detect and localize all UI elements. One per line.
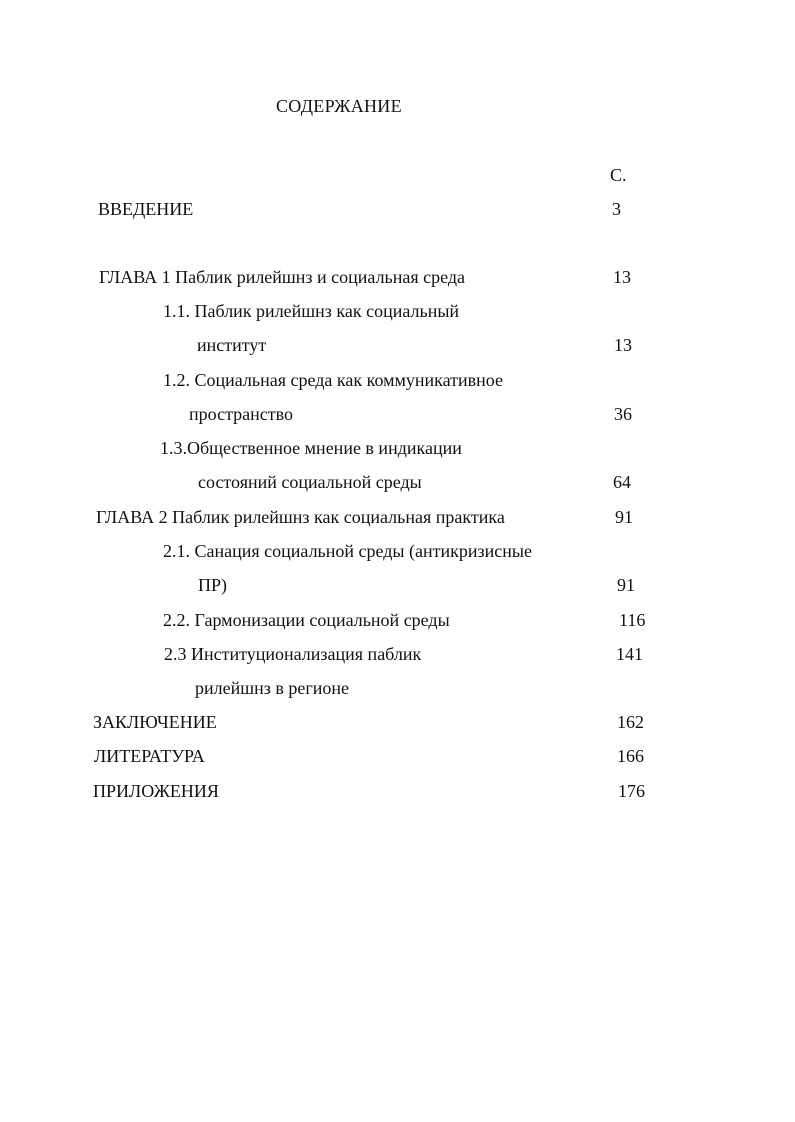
toc-entry-appendices: ПРИЛОЖЕНИЯ xyxy=(93,781,219,801)
toc-entry-section-1-2: 1.2. Социальная среда как коммуникативное xyxy=(163,370,503,390)
toc-page-number: 162 xyxy=(617,712,644,732)
toc-entry-section-1-3: 1.3.Общественное мнение в индикации xyxy=(160,438,462,458)
page-column-label: С. xyxy=(610,165,627,185)
toc-page-number: 91 xyxy=(617,575,635,595)
toc-entry-conclusion: ЗАКЛЮЧЕНИЕ xyxy=(93,712,217,732)
toc-page-number: 13 xyxy=(613,267,631,287)
toc-page-number: 141 xyxy=(616,644,643,664)
toc-entry-literature: ЛИТЕРАТУРА xyxy=(94,746,205,766)
toc-entry-section-2-1-cont: ПР) xyxy=(198,575,228,595)
toc-page-number: 36 xyxy=(614,404,632,424)
toc-entry-section-2-3-cont: рилейшнз в регионе xyxy=(195,678,349,698)
toc-page-number: 166 xyxy=(617,746,644,766)
toc-entry-chapter-1: ГЛАВА 1 Паблик рилейшнз и социальная среда xyxy=(99,267,466,287)
toc-page-number: 91 xyxy=(615,507,633,527)
toc-page-number: 13 xyxy=(614,335,632,355)
toc-entry-section-1-3-cont: состояний социальной среды xyxy=(198,472,422,492)
page-title: СОДЕРЖАНИЕ xyxy=(276,96,402,116)
toc-entry-section-1-1-cont: институт xyxy=(197,335,267,355)
toc-page-number: 176 xyxy=(618,781,645,801)
toc-page-number: 3 xyxy=(612,199,621,219)
toc-entry-section-2-1: 2.1. Санация социальной среды (антикризисные xyxy=(163,541,532,561)
toc-page-number: 116 xyxy=(619,610,646,630)
toc-entry-section-1-1: 1.1. Паблик рилейшнз как социальный xyxy=(163,301,460,321)
toc-page-number: 64 xyxy=(613,472,631,492)
toc-entry-chapter-2: ГЛАВА 2 Паблик рилейшнз как социальная практика xyxy=(96,507,505,527)
toc-entry-section-1-2-cont: пространство xyxy=(189,404,294,424)
toc-entry-section-2-2: 2.2. Гармонизации социальной среды xyxy=(163,610,450,630)
toc-entry-introduction: ВВЕДЕНИЕ xyxy=(98,199,194,219)
toc-entry-section-2-3: 2.3 Институционализация паблик xyxy=(164,644,422,664)
